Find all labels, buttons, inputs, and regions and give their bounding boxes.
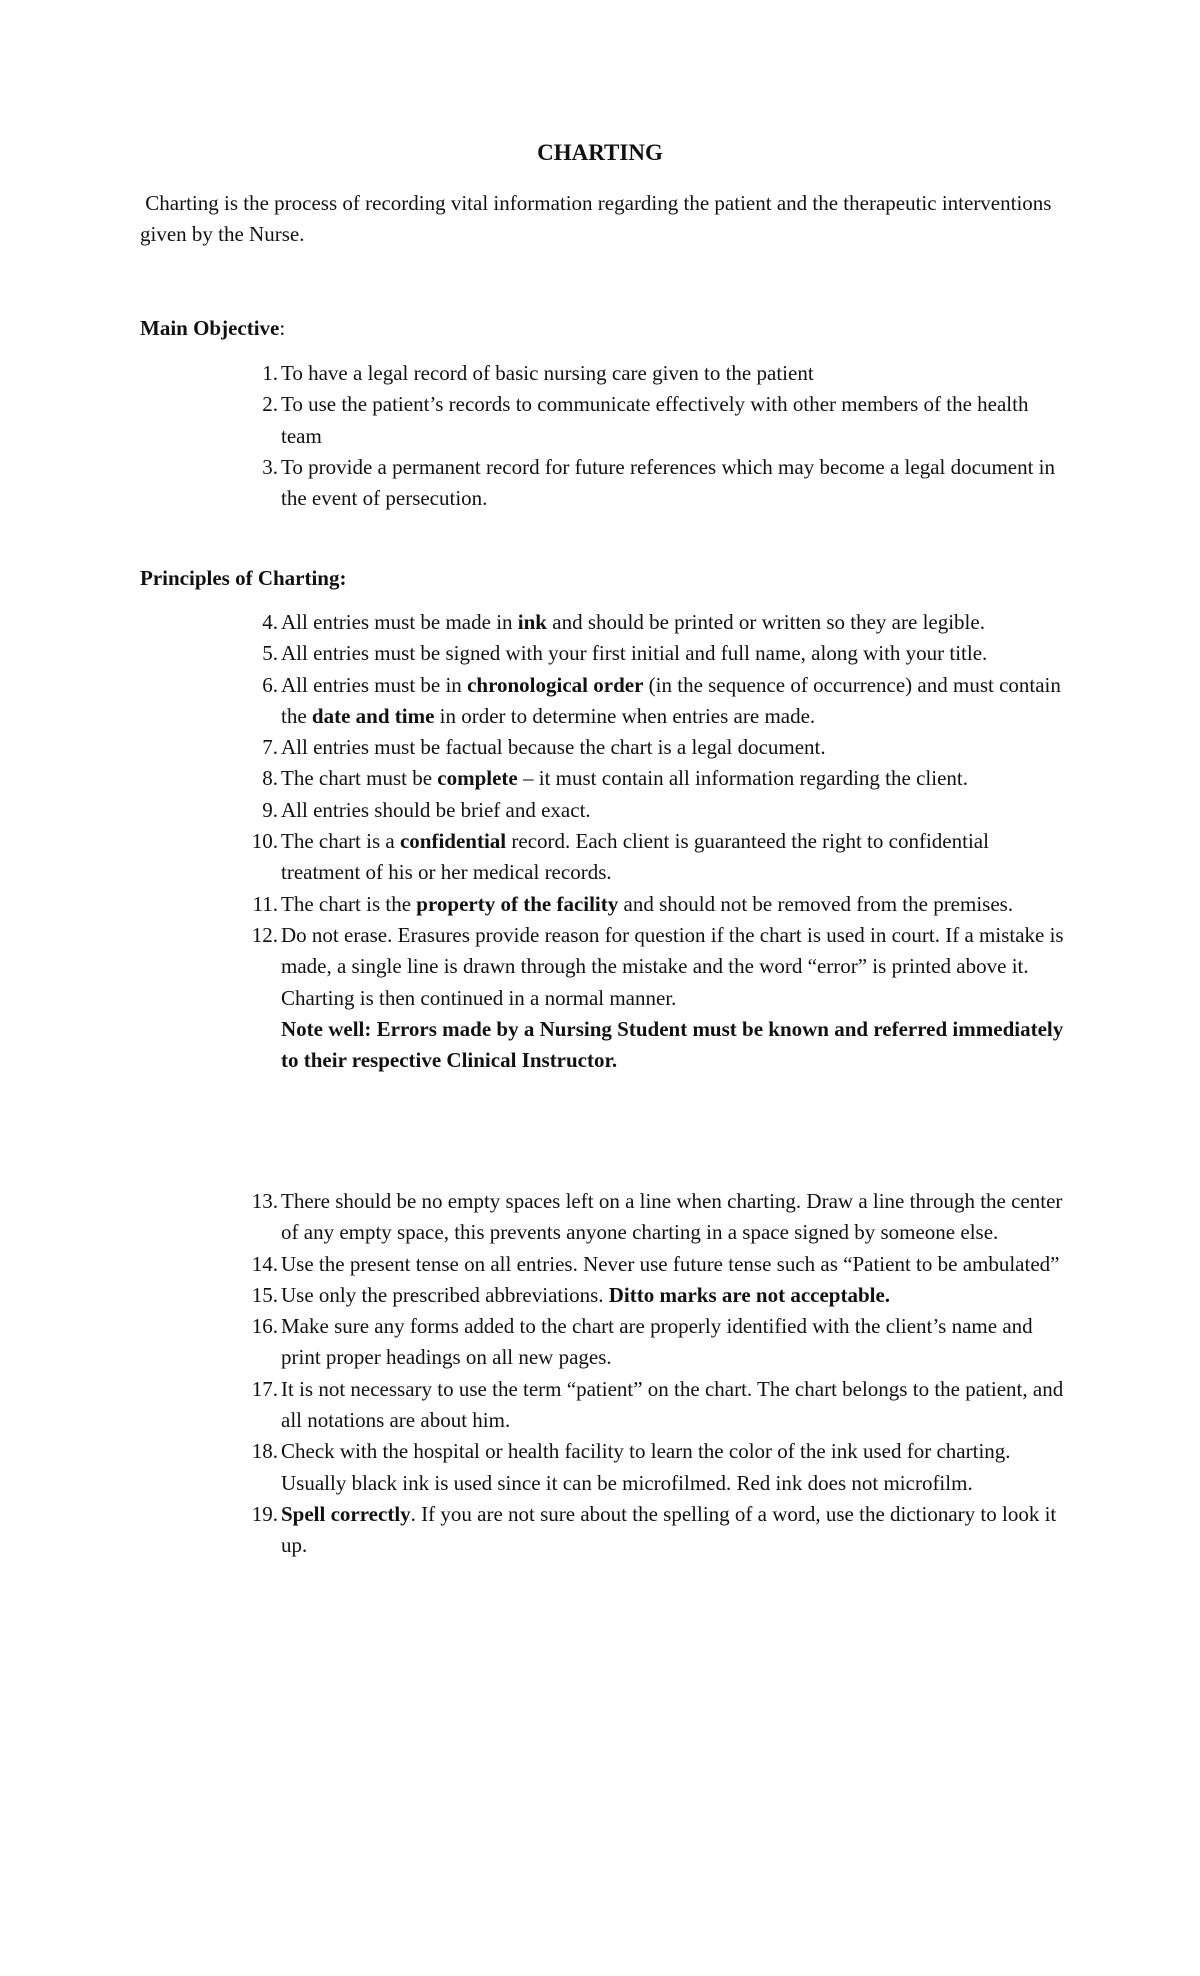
- list-item: [0, 1280, 1071, 1311]
- item-text: Do not erase. Erasures provide reason for question if the chart is used in court. If a mistake is made, a single line is drawn through the mistake and the word “error” is printed above it. Charting is then continued in a normal manner.: [281, 922, 1064, 1010]
- list-item: [0, 1186, 1071, 1249]
- main-objective-heading: [140, 316, 285, 341]
- list-item: [0, 763, 1071, 794]
- item-text: To have a legal record of basic nursing care given to the patient: [281, 361, 814, 385]
- item-text: The chart must be: [281, 766, 438, 791]
- list-item: [0, 1374, 1071, 1437]
- item-number: 14.: [251, 1251, 278, 1276]
- item-emphasis: ink: [517, 610, 547, 634]
- list-item: [0, 1249, 1071, 1280]
- list-item: [0, 826, 1071, 889]
- list-item: [0, 358, 1071, 389]
- item-text: Use the present tense on all entries. Never use future tense such as “Patient to be ambulated”: [281, 1251, 1060, 1276]
- list-item: [0, 795, 1071, 826]
- item-text: . If you are not sure about the spelling of a word, use the dictionary to look it up.: [281, 1501, 1057, 1558]
- item-text: All entries must be in: [281, 672, 468, 697]
- item-text: and should not be removed from the premises.: [618, 891, 1014, 916]
- item-text: To provide a permanent record for future references which may become a legal document in the event of persecution.: [281, 454, 1056, 511]
- item-emphasis: property of the facility: [416, 891, 619, 916]
- list-item: [0, 1311, 1071, 1374]
- item-text: record. Each client is guaranteed the right to confidential treatment of his or her medical records.: [281, 829, 989, 885]
- item-number: 15.: [251, 1282, 278, 1307]
- item-number: 13.: [251, 1189, 278, 1213]
- item-text: All entries should be brief and exact.: [281, 797, 591, 822]
- list-item: [0, 1436, 1071, 1499]
- item-text: It is not necessary to use the term “patient” on the chart. The chart belongs to the patient, and all notations are about him.: [281, 1376, 1064, 1433]
- list-item: [0, 607, 1071, 638]
- item-text: The chart is the: [281, 891, 417, 916]
- list-item: [0, 920, 1071, 1076]
- list-item: [0, 1499, 1071, 1562]
- item-number: 12.: [251, 922, 278, 947]
- main-objective-colon: :: [279, 316, 286, 340]
- main-objective-heading-text: Main Objective: [140, 316, 280, 340]
- item-number: 1.: [262, 361, 278, 385]
- principles-heading: Principles of Charting:: [140, 566, 347, 590]
- item-text: in order to determine when entries are made.: [434, 703, 816, 728]
- item-text: – it must contain all information regarding the client.: [517, 766, 968, 791]
- item-emphasis: Spell correctly: [281, 1501, 411, 1526]
- item-number: 17.: [251, 1376, 278, 1401]
- item-text: The chart is a: [281, 829, 400, 854]
- item-text: (in the sequence of occurrence) and must contain the: [281, 672, 1061, 728]
- principles-list: [0, 607, 1071, 1076]
- objective-list: [0, 358, 1071, 514]
- item-number: 5.: [262, 641, 278, 666]
- item-number: 19.: [251, 1501, 278, 1526]
- item-number: 8.: [262, 766, 278, 791]
- note-well-text: Note well: Errors made by a Nursing Student must be known and referred immediately to their respective Clinical Instructor.: [281, 1016, 1064, 1073]
- item-text: All entries must be factual because the chart is a legal document.: [281, 735, 826, 760]
- list-item: [0, 638, 1071, 669]
- item-text: All entries must be made in: [281, 610, 518, 634]
- item-emphasis: complete: [437, 766, 518, 791]
- item-number: 18.: [251, 1439, 278, 1464]
- list-item: [0, 732, 1071, 763]
- item-number: 7.: [262, 735, 278, 760]
- list-item: [0, 389, 1071, 452]
- item-text: There should be no empty spaces left on a line when charting. Draw a line through the center of any empty space, this prevents anyone charting in a space signed by someone else.: [281, 1189, 1063, 1245]
- item-emphasis: date and time: [311, 703, 435, 728]
- item-text: All entries must be signed with your first initial and full name, along with your title.: [281, 641, 988, 666]
- item-number: 9.: [262, 797, 278, 822]
- item-number: 2.: [262, 392, 278, 417]
- list-item: [0, 889, 1071, 920]
- intro-text: Charting is the process of recording vital information regarding the patient and the therapeutic interventions given by the Nurse.: [140, 191, 1052, 246]
- list-item: [0, 670, 1071, 733]
- principles-list-continued: [0, 1186, 1071, 1562]
- page-title: CHARTING: [537, 140, 663, 165]
- item-text: Use only the prescribed abbreviations.: [281, 1282, 609, 1307]
- item-text: Make sure any forms added to the chart are properly identified with the client’s name and print proper headings on all new pages.: [281, 1314, 1033, 1370]
- item-text: and should be printed or written so they are legible.: [547, 610, 985, 634]
- item-number: 10.: [251, 829, 278, 854]
- item-number: 11.: [252, 891, 278, 916]
- item-text: Check with the hospital or health facility to learn the color of the ink used for charting. Usually black ink is used since it can be microfilmed. Red ink does not microfilm.: [281, 1439, 1011, 1495]
- item-number: 3.: [262, 454, 278, 479]
- item-number: 6.: [262, 672, 278, 697]
- item-number: 4.: [262, 610, 278, 634]
- item-emphasis: confidential: [399, 829, 507, 854]
- intro-paragraph: [140, 188, 1080, 250]
- item-emphasis: chronological order: [467, 672, 644, 697]
- item-text: To use the patient’s records to communicate effectively with other members of the health team: [281, 392, 1029, 448]
- item-number: 16.: [251, 1314, 278, 1339]
- item-emphasis: Ditto marks are not acceptable.: [608, 1282, 891, 1307]
- list-item: [0, 452, 1071, 515]
